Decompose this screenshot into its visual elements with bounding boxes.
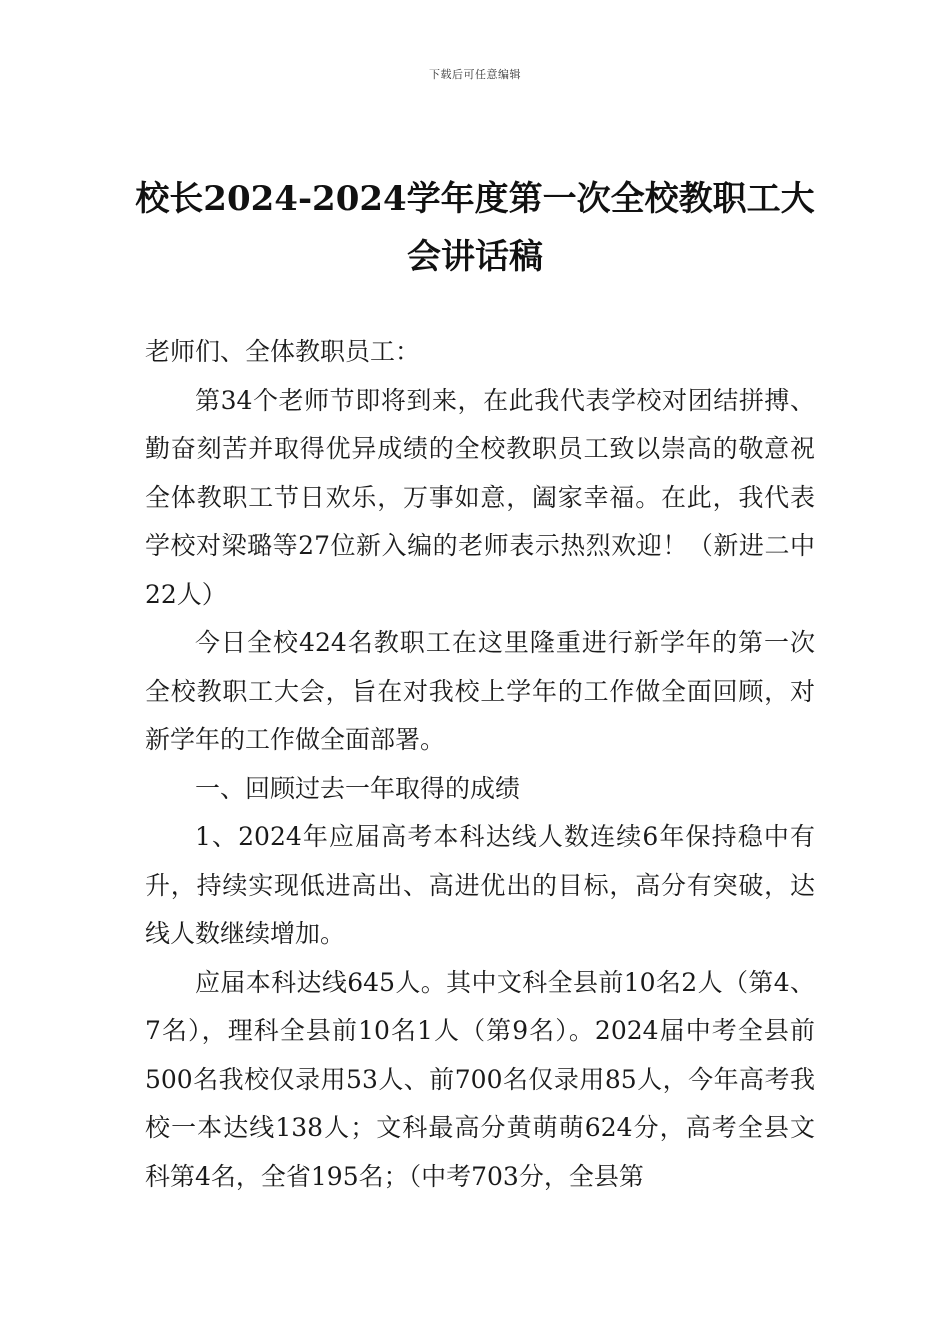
document-title: 校长2024-2024学年度第一次全校教职工大会讲话稿 <box>135 179 815 277</box>
paragraph: 第34个老师节即将到来，在此我代表学校对团结拼搏、勤奋刻苦并取得优异成绩的全校教职员工致以崇高的敬意祝全体教职工节日欢乐，万事如意，阖家幸福。在此，我代表学校对梁璐等27位新入编的老师表示热烈欢迎！（新进二中22人） <box>145 385 815 609</box>
header-note: 下载后可任意编辑 <box>429 68 521 81</box>
paragraph: 1、2024年应届高考本科达线人数连续6年保持稳中有升，持续实现低进高出、高进优出的目标，高分有突破，达线人数继续增加。 <box>145 822 815 948</box>
section-heading: 一、回顾过去一年取得的成绩 <box>195 773 521 803</box>
paragraph: 今日全校424名教职工在这里隆重进行新学年的第一次全校教职工大会，旨在对我校上学年的工作做全面回顾，对新学年的工作做全面部署。 <box>145 628 815 754</box>
document-body <box>145 328 815 1201</box>
salutation: 老师们、全体教职员工： <box>145 337 421 366</box>
paragraph: 应届本科达线645人。其中文科全县前10名2人（第4、7名），理科全县前10名1人（第9名）。2024届中考全县前500名我校仅录用53人、前700名仅录用85人，今年高考我校一本达线138人；文科最高分黄萌萌624分，高考全县文科第4名，全省195名；（中考703分，全县第 <box>145 967 815 1191</box>
